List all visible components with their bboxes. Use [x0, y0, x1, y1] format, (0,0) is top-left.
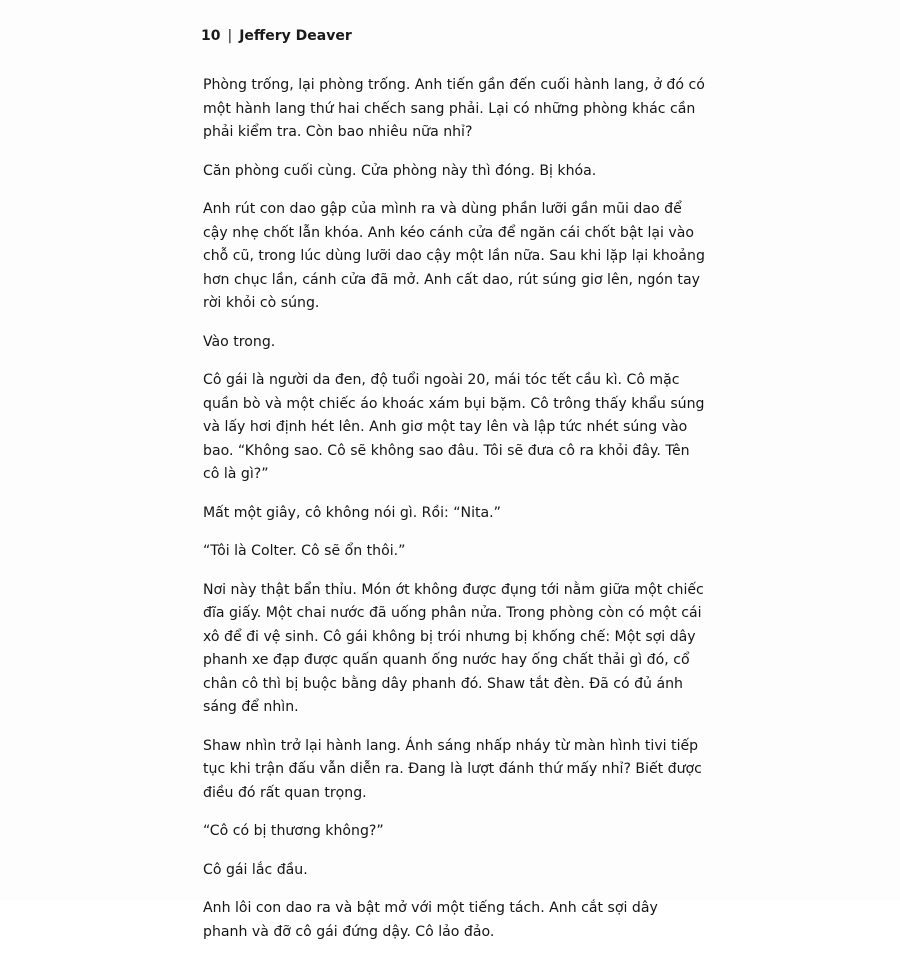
page-number: 10 [201, 28, 221, 44]
paragraph: Cô gái là người da đen, độ tuổi ngoài 20, mái tóc tết cầu kì. Cô mặc quần bò và một chiếc áo khoác xám bụi bặm. Cô trông thấy khẩu súng và lấy hơi định hét lên. Anh giơ một tay lên và lập tức nhét súng vào bao. “Không sao. Cô sẽ không sao đâu. Tôi sẽ đưa cô ra khỏi đây. Tên cô là gì?” [203, 372, 705, 482]
paragraph: Anh rút con dao gập của mình ra và dùng phần lưỡi gần mũi dao để cậy nhẹ chốt lẫn khóa. Anh kéo cánh cửa để ngăn cái chốt bật lại vào chỗ cũ, trong lúc dùng lưỡi dao cậy một lần nữa. Sau khi lặp lại khoảng hơn chục lần, cánh cửa đã mở. Anh cất dao, rút súng giơ lên, ngón tay rời khỏi cò súng. [203, 201, 705, 311]
paragraph: Căn phòng cuối cùng. Cửa phòng này thì đóng. Bị khóa. [203, 162, 597, 179]
paragraph: “Cô có bị thương không?” [203, 823, 384, 839]
header-separator: | [227, 28, 233, 44]
running-header [201, 28, 352, 44]
paragraph: “Tôi là Colter. Cô sẽ ổn thôi.” [203, 543, 406, 559]
paragraph: Shaw nhìn trở lại hành lang. Ánh sáng nhấp nháy từ màn hình tivi tiếp tục khi trận đấu vẫn diễn ra. Đang là lượt đánh thứ mấy nhỉ? Biết được điều đó rất quan trọng. [203, 737, 702, 801]
paragraph: Nơi này thật bẩn thỉu. Món ớt không được đụng tới nằm giữa một chiếc đĩa giấy. Một chai nước đã uống phân nửa. Trong phòng còn có một cái xô để đi vệ sinh. Cô gái không bị trói nhưng bị khống chế: Một sợi dây phanh xe đạp được quấn quanh ống nước hay ống chất thải gì đó, cổ chân cô thì bị buộc bằng dây phanh đó. Shaw tắt đèn. Đã có đủ ánh sáng để nhìn. [203, 581, 704, 715]
paragraph: Anh lôi con dao ra và bật mở với một tiếng tách. Anh cắt sợi dây phanh và đỡ cô gái đứng dậy. Cô lảo đảo. [203, 900, 658, 940]
author-name: Jeffery Deaver [239, 28, 352, 44]
paragraph: Phòng trống, lại phòng trống. Anh tiến gần đến cuối hành lang, ở đó có một hành lang thứ hai chếch sang phải. Lại có những phòng khác cần phải kiểm tra. Còn bao nhiêu nữa nhỉ? [203, 77, 705, 140]
paragraph: Cô gái lắc đầu. [203, 861, 308, 878]
paragraph: Vào trong. [203, 333, 276, 350]
paragraph: Mất một giây, cô không nói gì. Rồi: “Nita.” [203, 504, 501, 521]
body-text [203, 74, 705, 959]
